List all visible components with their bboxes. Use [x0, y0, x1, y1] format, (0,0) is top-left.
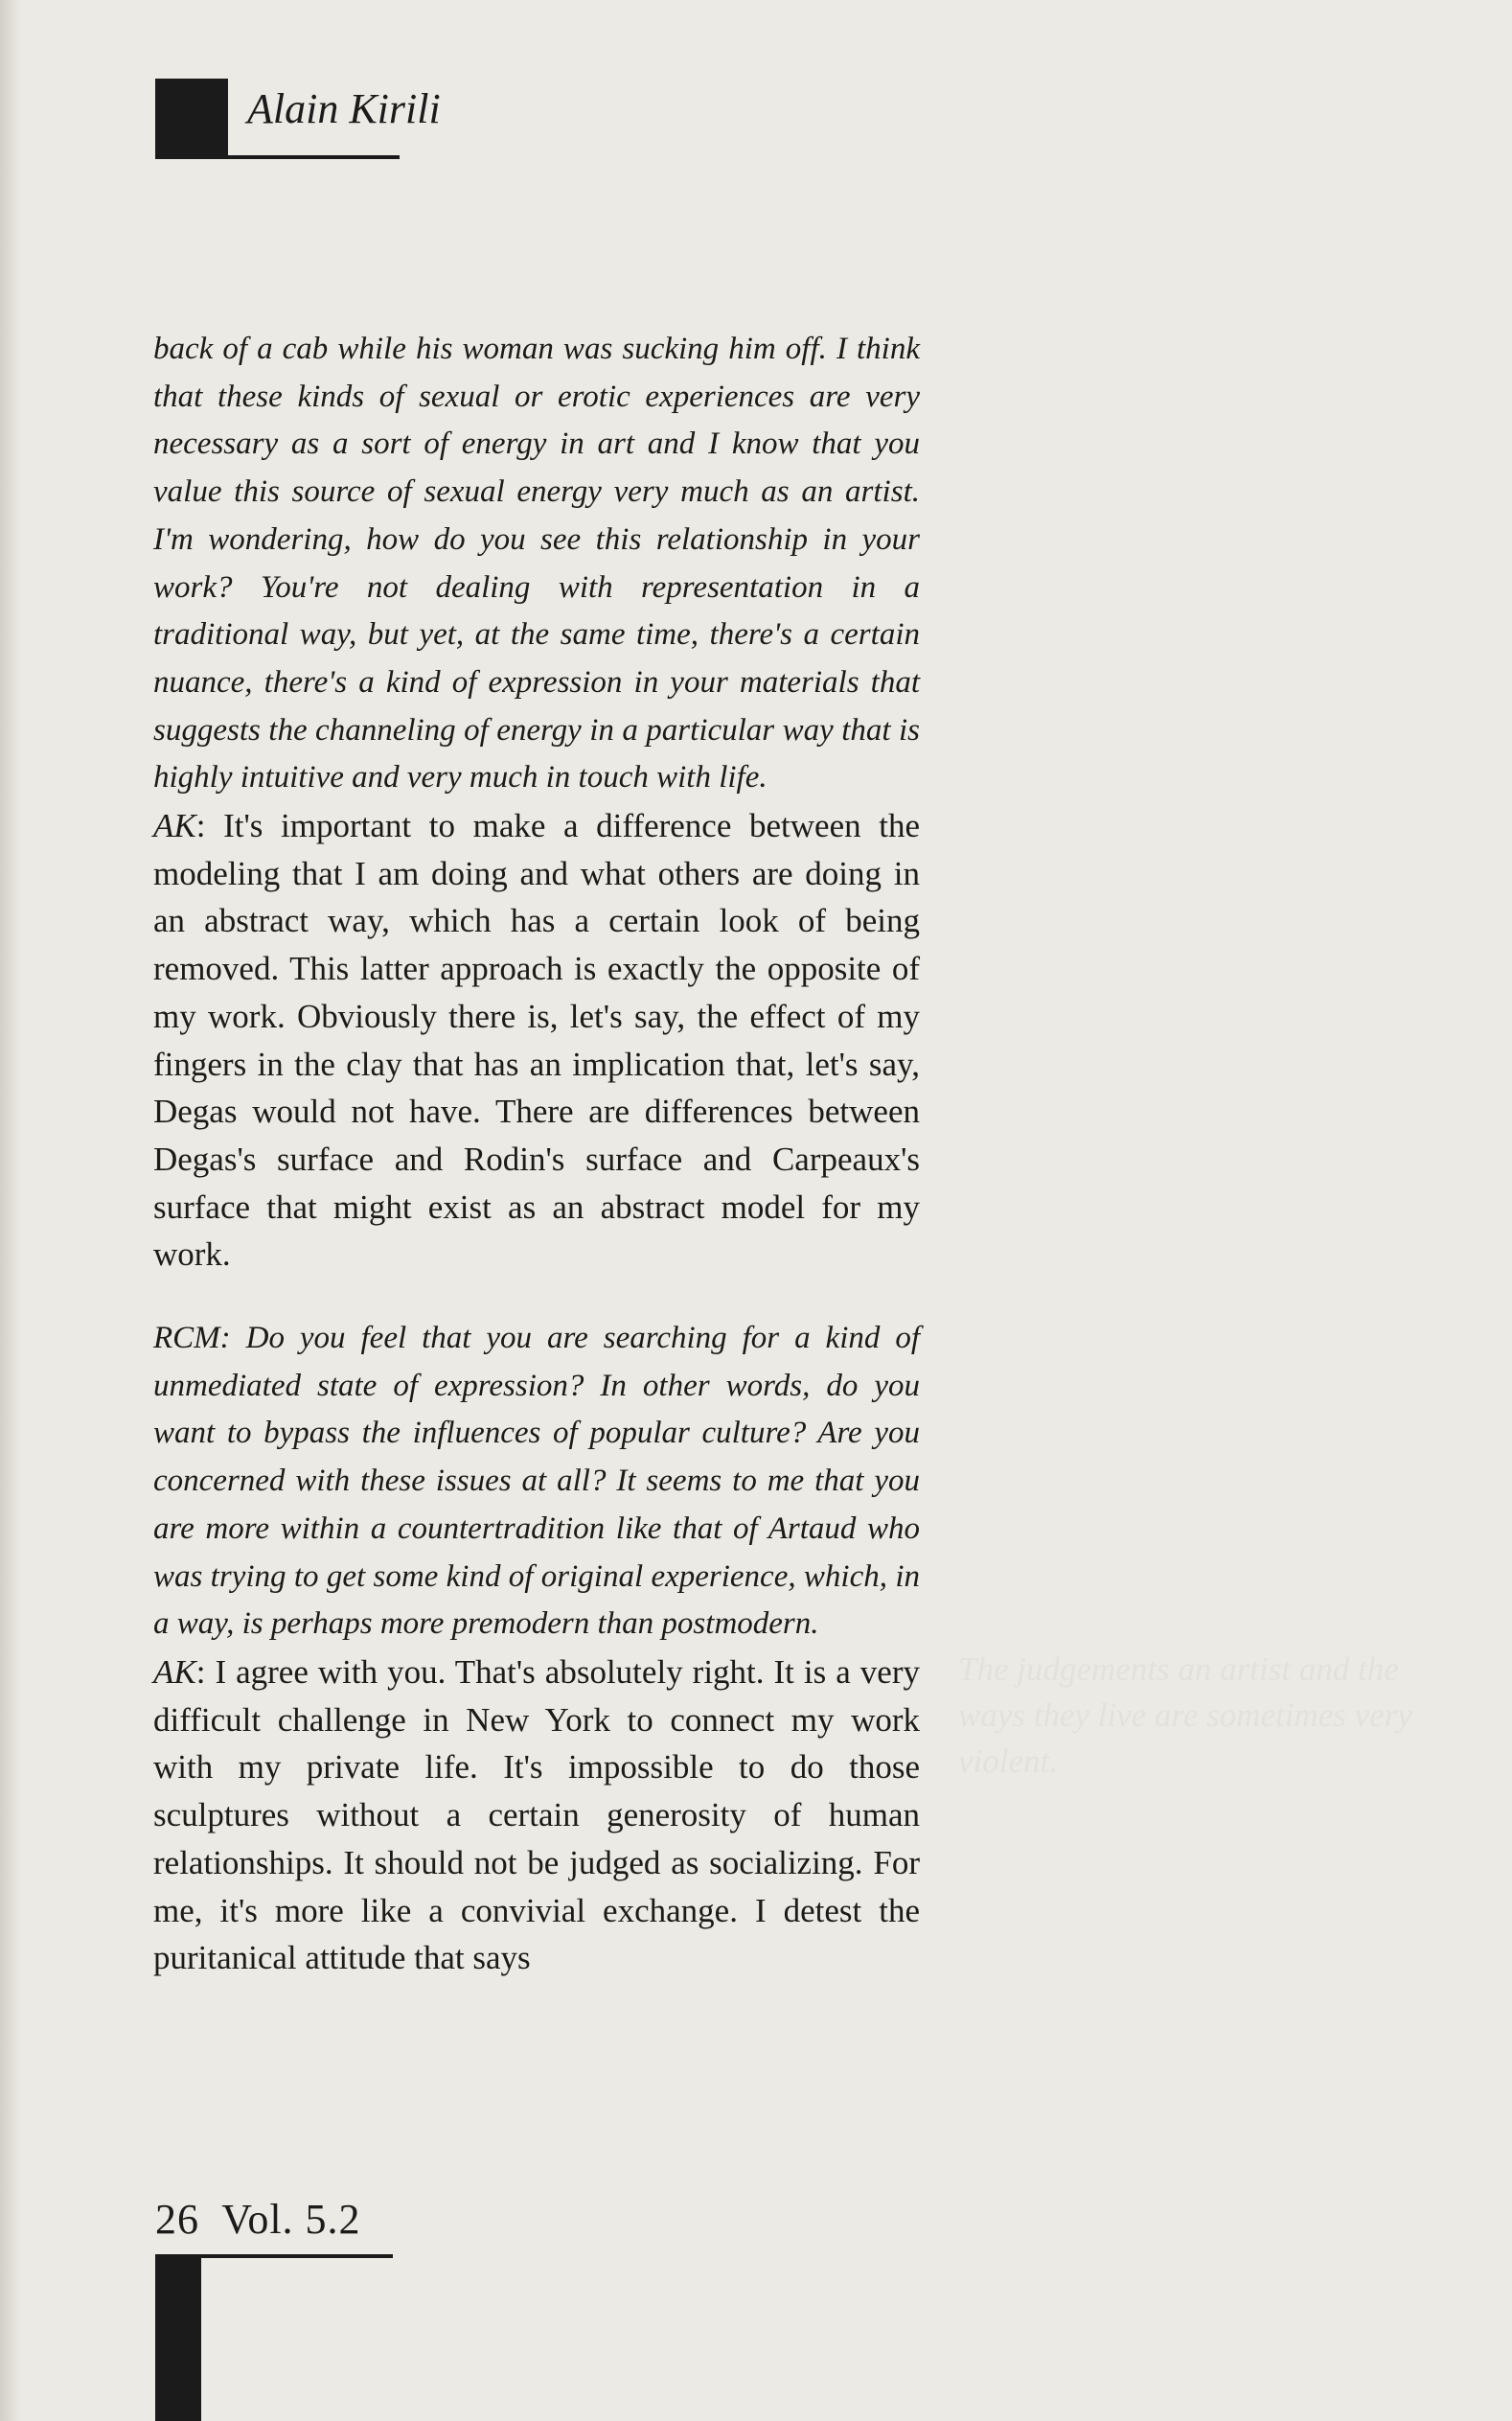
page-gutter-shadow	[0, 0, 21, 2421]
header-black-block	[155, 79, 228, 157]
question-paragraph-2	[153, 1315, 920, 1649]
answer-text: : It's important to make a difference between the modeling that I am doing and what others are doing in an abstract way, which has a certain look of being removed. This latter approach is exactly the opposite of my work. Obviously there is, let's say, the effect of my fingers in the clay that has an implication that, let's say, Degas would not have. There are differences between Degas's surface and Rodin's surface and Carpeaux's surface that might exist as an abstract model for my work.	[153, 807, 920, 1274]
page-number: 26	[155, 2196, 199, 2243]
header-rule	[155, 155, 400, 159]
volume-label: Vol. 5.2	[221, 2196, 361, 2243]
speaker-label: RCM:	[153, 1321, 231, 1356]
page-footer	[155, 2195, 361, 2244]
answer-paragraph-2	[153, 1649, 920, 1982]
question-paragraph-1: back of a cab while his woman was sucking him off. I think that these kinds of sexual or erotic experiences are very necessary as a sort of energy in art and I know that you value this source of sexual energy very much as an artist. I'm wondering, how do you see this relationship in your work? You're not dealing with representation in a traditional way, but yet, at the same time, there's a certain nuance, there's a kind of expression in your materials that suggests the channeling of energy in a particular way that is highly intuitive and very much in touch with life.	[153, 332, 920, 795]
speaker-label: AK	[153, 1652, 196, 1691]
footer-black-block	[155, 2254, 201, 2421]
question-text: Do you feel that you are searching for a kind of unmediated state of expression? In other words, do you want to bypass the influences of popular culture? Are you concerned with these issues at all? It seems to me that you are more within a countertradition like that of Artaud who was trying to get some kind of original experience, which, in a way, is perhaps more premodern than postmodern.	[153, 1321, 920, 1642]
answer-text: : I agree with you. That's absolutely right. It is a very difficult challenge in New York to connect my work with my private life. It's impossible to do those sculptures without a certain generosity of human relationships. It should not be judged as socializing. For me, it's more like a convivial exchange. I detest the puritanical attitude that says	[153, 1652, 920, 1977]
speaker-label: AK	[153, 807, 196, 845]
running-head-author: Alain Kirili	[247, 85, 441, 132]
answer-paragraph-1	[153, 802, 920, 1279]
article-body	[153, 326, 920, 1982]
pull-quote-show-through: The judgements an artist and the ways they live are sometimes very violent.	[958, 1650, 1412, 1780]
